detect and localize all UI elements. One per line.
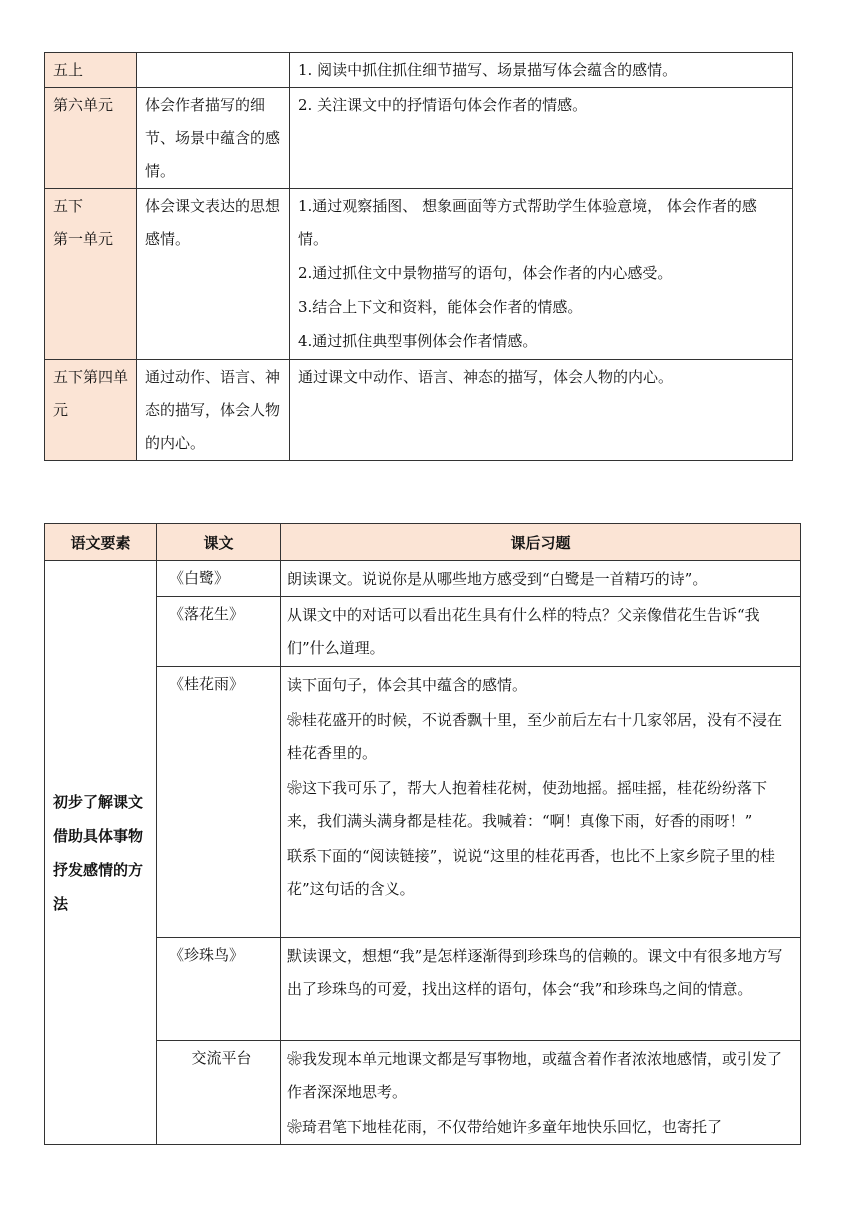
goal-cell xyxy=(137,53,290,88)
header-requirement: 语文要素 xyxy=(45,524,157,561)
points-cell: 2. 关注课文中的抒情语句体会作者的情感。 xyxy=(290,88,793,189)
lesson-cell: 《珍珠鸟》 xyxy=(157,938,281,1041)
exercise-cell: 默读课文，想想“我”是怎样逐渐得到珍珠鸟的信赖的。课文中有很多地方写出了珍珠鸟的可爱，找出这样的语句，体会“我”和珍珠鸟之间的情意。 xyxy=(281,938,801,1041)
table-row xyxy=(45,597,801,667)
table-row xyxy=(45,561,801,597)
lesson-cell: 《落花生》 xyxy=(157,597,281,667)
lesson-cell: 《白鹭》 xyxy=(157,561,281,597)
goal-cell: 体会课文表达的思想感情。 xyxy=(137,189,290,360)
points-cell: 1. 阅读中抓住抓住细节描写、场景描写体会蕴含的感情。 xyxy=(290,53,793,88)
lesson-cell: 交流平台 xyxy=(157,1041,281,1145)
exercise-cell: 从课文中的对话可以看出花生具有什么样的特点？父亲像借花生告诉“我们”什么道理。 xyxy=(281,597,801,667)
exercise-cell: 读下面句子，体会其中蕴含的感情。 ❀桂花盛开的时候，不说香飘十里，至少前后左右十几家邻居，没有不浸在桂花香里的。 ❀这下我可乐了，帮大人抱着桂花树，使劲地摇。摇哇摇，桂花纷纷落下来，我们满头满身都是桂花。我喊着：“啊！真像下雨，好香的雨呀！” 联系下面的“阅读链接”，说说“这里的桂花再香，也比不上家乡院子里的桂花”这句话的含义。 xyxy=(281,667,801,938)
table-row xyxy=(45,53,793,88)
goal-cell: 体会作者描写的细节、场景中蕴含的感情。 xyxy=(137,88,290,189)
unit-cell: 第六单元 xyxy=(45,88,137,189)
table-row xyxy=(45,189,793,360)
table-row xyxy=(45,938,801,1041)
exercise-cell: ❀我发现本单元地课文都是写事物地，或蕴含着作者浓浓地感情，或引发了作者深深地思考。 ❀琦君笔下地桂花雨，不仅带给她许多童年地快乐回忆，也寄托了 xyxy=(281,1041,801,1145)
header-row xyxy=(45,524,801,561)
lesson-cell: 《桂花雨》 xyxy=(157,667,281,938)
lesson-exercises-table xyxy=(44,523,801,1145)
exercise-cell: 朗读课文。说说你是从哪些地方感受到“白鹭是一首精巧的诗”。 xyxy=(281,561,801,597)
header-lesson: 课文 xyxy=(157,524,281,561)
table-row xyxy=(45,360,793,461)
table-row xyxy=(45,88,793,189)
unit-cell: 五上 xyxy=(45,53,137,88)
table-row xyxy=(45,1041,801,1145)
points-cell: 通过课文中动作、语言、神态的描写，体会人物的内心。 xyxy=(290,360,793,461)
points-cell: 1.通过观察插图、 想象画面等方式帮助学生体验意境， 体会作者的感情。 2.通过抓住文中景物描写的语句，体会作者的内心感受。 3.结合上下文和资料，能体会作者的情感。 4.通过抓住典型事例体会作者情感。 xyxy=(290,189,793,360)
unit-cell: 五下 第一单元 xyxy=(45,189,137,360)
header-exercise: 课后习题 xyxy=(281,524,801,561)
goal-cell: 通过动作、语言、神态的描写，体会人物的内心。 xyxy=(137,360,290,461)
unit-goals-table xyxy=(44,52,793,461)
unit-cell: 五下第四单元 xyxy=(45,360,137,461)
requirement-cell: 初步了解课文借助具体事物抒发感情的方法 xyxy=(45,561,157,1145)
table-row xyxy=(45,667,801,938)
